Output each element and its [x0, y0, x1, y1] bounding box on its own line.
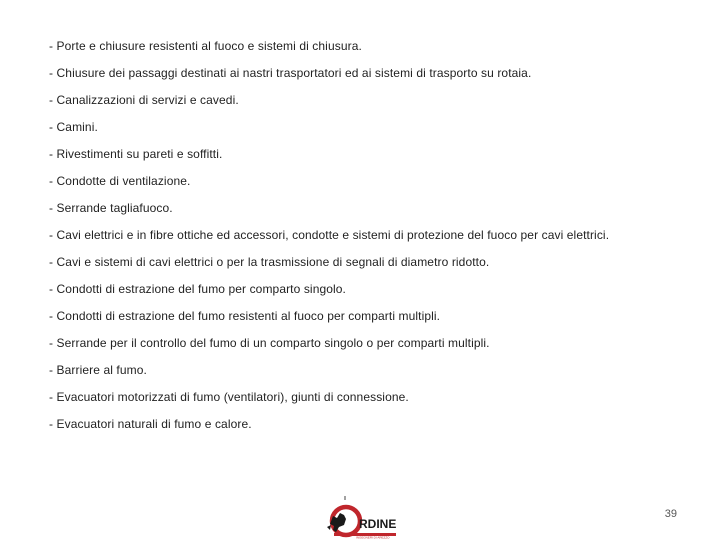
list-item: - Evacuatori naturali di fumo e calore.	[49, 417, 252, 431]
list-item: - Camini.	[49, 120, 98, 134]
logo-subtext: INGEGNERI DI AREZZO	[356, 535, 390, 540]
list-item: - Chiusure dei passaggi destinati ai nastri trasportatori ed ai sistemi di trasporto su rotaia.	[49, 66, 532, 80]
logo-text: RDINE	[359, 517, 396, 531]
list-item: - Cavi elettrici e in fibre ottiche ed accessori, condotte e sistemi di protezione del fuoco per cavi elettrici.	[49, 228, 610, 242]
list-item: - Porte e chiusure resistenti al fuoco e sistemi di chiusura.	[49, 39, 362, 53]
list-item: - Evacuatori motorizzati di fumo (ventilatori), giunti di connessione.	[49, 390, 409, 404]
list-item: - Rivestimenti su pareti e soffitti.	[49, 147, 223, 161]
list-item: - Condotti di estrazione del fumo per comparto singolo.	[49, 282, 346, 296]
ordine-logo	[322, 494, 396, 540]
list-item: - Serrande tagliafuoco.	[49, 201, 173, 215]
ordine-logo-icon	[322, 494, 396, 540]
list-item: - Barriere al fumo.	[49, 363, 147, 377]
list-item: - Condotti di estrazione del fumo resistenti al fuoco per comparti multipli.	[49, 309, 441, 323]
list-item: - Serrande per il controllo del fumo di un comparto singolo o per comparti multipli.	[49, 336, 490, 350]
list-item: - Cavi e sistemi di cavi elettrici o per la trasmissione di segnali di diametro ridotto.	[49, 255, 490, 269]
page-number: 39	[664, 508, 677, 520]
list-item: - Canalizzazioni di servizi e cavedi.	[49, 93, 239, 107]
list-item: - Condotte di ventilazione.	[49, 174, 191, 188]
item-list	[49, 38, 609, 443]
